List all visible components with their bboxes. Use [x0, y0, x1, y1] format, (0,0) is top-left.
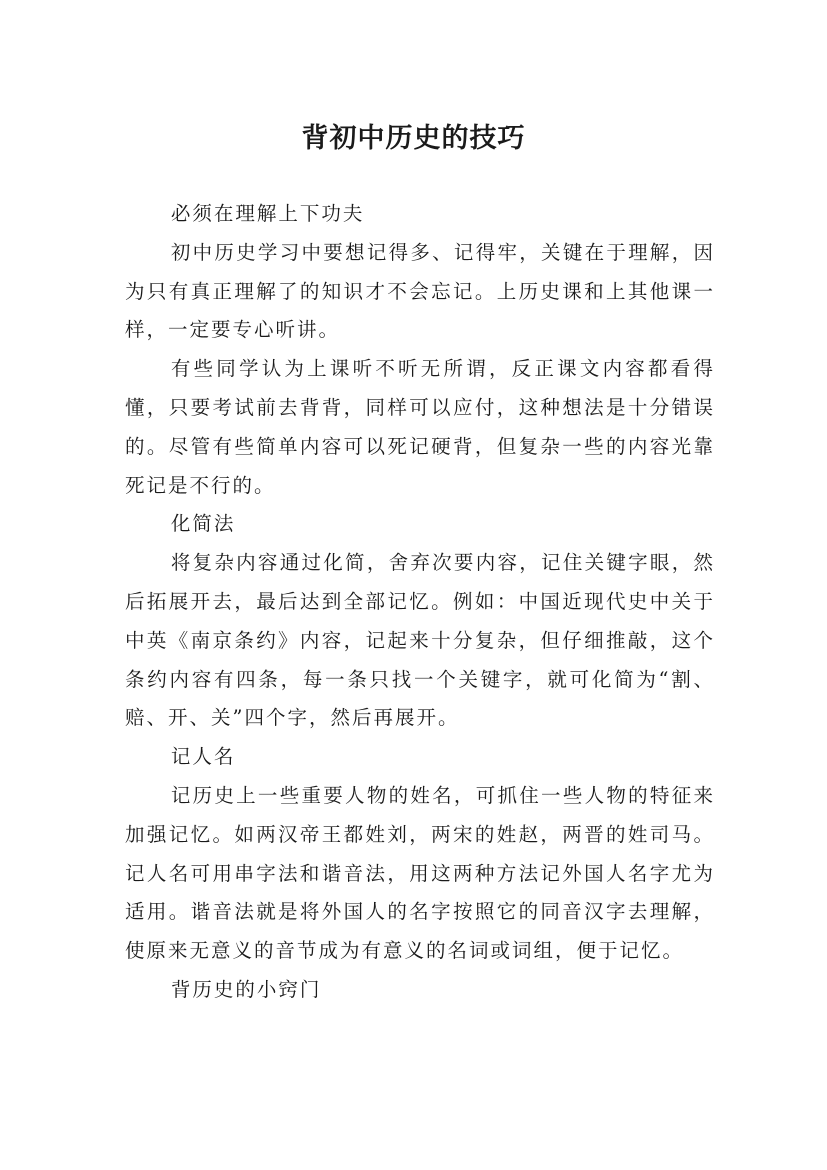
paragraph-understanding-1: 初中历史学习中要想记得多、记得牢，关键在于理解，因为只有真正理解了的知识才不会忘记。上历史课和上其他课一样，一定要专心听讲。	[125, 240, 715, 342]
heading-understanding: 必须在理解上下功夫	[170, 202, 365, 225]
paragraph-simplification: 将复杂内容通过化简，舍弃次要内容，记住关键字眼，然后拓展开去，最后达到全部记忆。例如：中国近现代史中关于中英《南京条约》内容，记起来十分复杂，但仔细推敲，这个条约内容有四条，每一条只找一个关键字，就可化简为“割、赔、开、关”四个字，然后再展开。	[125, 551, 715, 730]
document-title: 背初中历史的技巧	[301, 123, 526, 155]
paragraph-understanding-2: 有些同学认为上课听不听无所谓，反正课文内容都看得懂，只要考试前去背背，同样可以应付，这种想法是十分错误的。尽管有些简单内容可以死记硬背，但复杂一些的内容光靠死记是不行的。	[125, 357, 715, 497]
heading-tips: 背历史的小窍门	[170, 977, 322, 1001]
heading-simplification: 化简法	[170, 512, 236, 536]
document-body	[125, 195, 715, 1010]
heading-remember-names: 记人名	[170, 745, 236, 769]
paragraph-remember-names: 记历史上一些重要人物的姓名，可抓住一些人物的特征来加强记忆。如两汉帝王都姓刘，两宋的姓赵，两晋的姓司马。记人名可用串字法和谐音法，用这两种方法记外国人名字尤为适用。谐音法就是将外国人的名字按照它的同音汉字去理解，使原来无意义的音节成为有意义的名词或词组，便于记忆。	[125, 783, 715, 963]
